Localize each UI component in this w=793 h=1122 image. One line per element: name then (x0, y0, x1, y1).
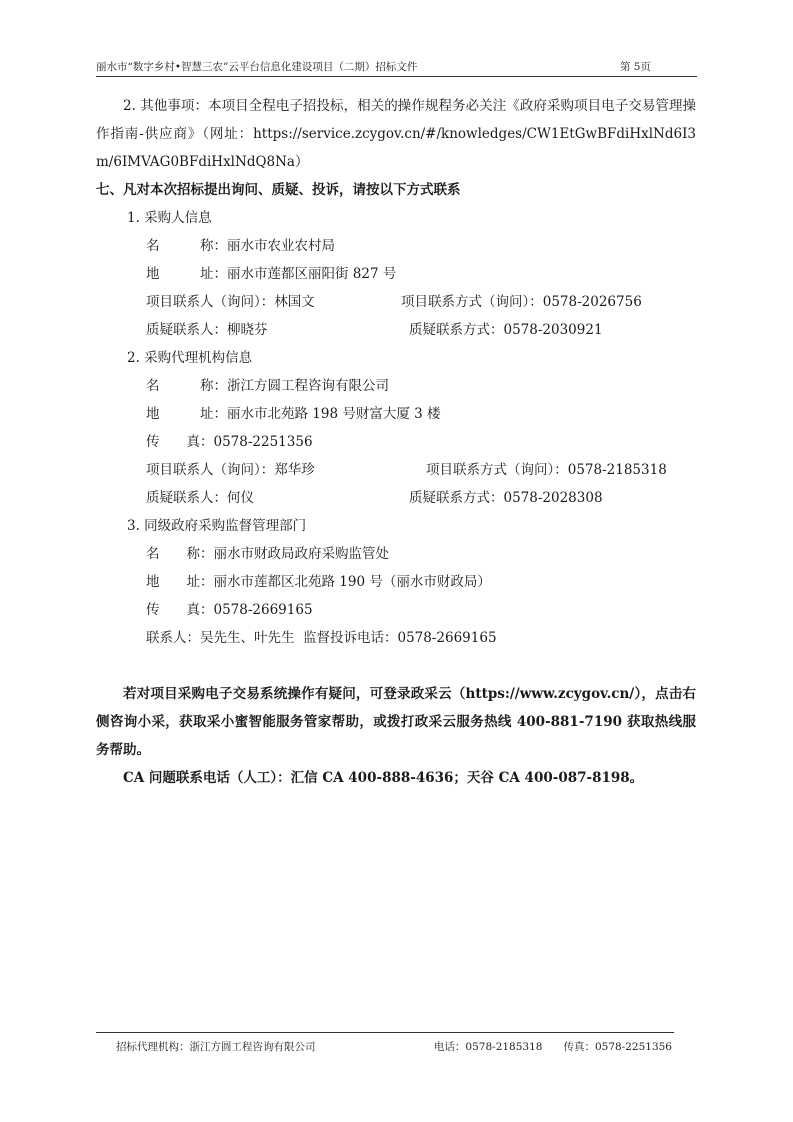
agency-name-label: 名 称： (146, 378, 227, 394)
purchaser-name-label: 名 称： (146, 238, 227, 254)
supervision-address-row (96, 568, 696, 596)
purchaser-address: 丽水市莲都区丽阳街 827 号 (227, 266, 397, 282)
supervision-name-label: 名 称： (146, 546, 214, 562)
purchaser-challenge-phone: 质疑联系方式：0578-2030921 (409, 322, 603, 338)
agency-challenge-contact: 质疑联系人：何仪 (146, 490, 254, 506)
agency-fax-label: 传 真： (146, 434, 214, 450)
supervision-info-title: 3. 同级政府采购监督管理部门 (127, 518, 307, 534)
agency-info-title: 2. 采购代理机构信息 (127, 350, 253, 366)
spacer (96, 652, 696, 680)
agency-fax: 0578-2251356 (213, 434, 313, 450)
supervision-name-row (96, 540, 696, 568)
purchaser-inquiry-row (96, 288, 696, 316)
purchaser-name: 丽水市农业农村局 (227, 238, 335, 254)
purchaser-address-label: 地 址： (146, 266, 227, 282)
section-heading-contact: 七、凡对本次招标提出询问、质疑、投诉，请按以下方式联系 (96, 182, 461, 198)
agency-name: 浙江方圆工程咨询有限公司 (227, 378, 389, 394)
purchaser-inquiry-contact: 项目联系人（询问）：林国文 (146, 294, 315, 310)
purchaser-address-row (96, 260, 696, 288)
purchaser-info-title: 1. 采购人信息 (127, 210, 212, 226)
supervision-name: 丽水市财政局政府采购监管处 (213, 546, 389, 562)
supervision-address: 丽水市莲都区北苑路 190 号（丽水市财政局） (213, 574, 491, 590)
supervision-fax: 0578-2669165 (213, 602, 313, 618)
agency-inquiry-contact: 项目联系人（询问）：郑华珍 (146, 462, 315, 478)
supervision-contact: 联系人：吴先生、叶先生 (146, 630, 295, 646)
purchaser-inquiry-phone: 项目联系方式（询问）：0578-2026756 (401, 294, 642, 310)
page-number: 第 5页 (619, 61, 651, 73)
document-title: 丽水市“数字乡村•智慧三农”云平台信息化建设项目（二期）招标文件 (96, 61, 418, 73)
system-help-paragraph: 若对项目采购电子交易系统操作有疑问，可登录政采云（https://www.zcygov.cn/），点击右侧咨询小采，获取采小蜜智能服务管家帮助，或拨打政采云服务热线 400-881-7190 获取热线服务帮助。 (96, 686, 696, 758)
ca-contact-paragraph: CA 问题联系电话（人工）：汇信 CA 400-888-4636；天谷 CA 400-087-8198。 (123, 770, 644, 786)
agency-name-row (96, 372, 696, 400)
footer-contact: 电话：0578-2185318 传真：0578-2251356 (433, 1041, 672, 1053)
supervision-fax-row (96, 596, 696, 624)
supervision-address-label: 地 址： (146, 574, 214, 590)
page-footer (96, 1032, 674, 1059)
page-header (96, 56, 697, 77)
agency-challenge-phone: 质疑联系方式：0578-2028308 (409, 490, 603, 506)
supervision-contact-row (96, 624, 696, 652)
agency-challenge-row (96, 484, 696, 512)
other-matters-paragraph: 2. 其他事项：本项目全程电子招投标，相关的操作规程务必关注《政府采购项目电子交易管理操作指南-供应商》（网址：https://service.zcygov.cn/#/knowledges/CW1EtGwBFdiHxlNd6I3m/6IMVAG0BFdiHxlNdQ8Na） (96, 98, 696, 170)
purchaser-challenge-contact: 质疑联系人：柳晓芬 (146, 322, 268, 338)
agency-address-row (96, 400, 696, 428)
agency-inquiry-phone: 项目联系方式（询问）：0578-2185318 (426, 462, 667, 478)
agency-address-label: 地 址： (146, 406, 227, 422)
agency-fax-row (96, 428, 696, 456)
footer-agency: 招标代理机构：浙江方圆工程咨询有限公司 (116, 1041, 316, 1053)
supervision-complaint-phone: 监督投诉电话：0578-2669165 (303, 630, 497, 646)
purchaser-name-row (96, 232, 696, 260)
supervision-fax-label: 传 真： (146, 602, 214, 618)
agency-address: 丽水市北苑路 198 号财富大厦 3 楼 (227, 406, 441, 422)
purchaser-challenge-row (96, 316, 696, 344)
document-body (96, 92, 696, 792)
agency-inquiry-row (96, 456, 696, 484)
